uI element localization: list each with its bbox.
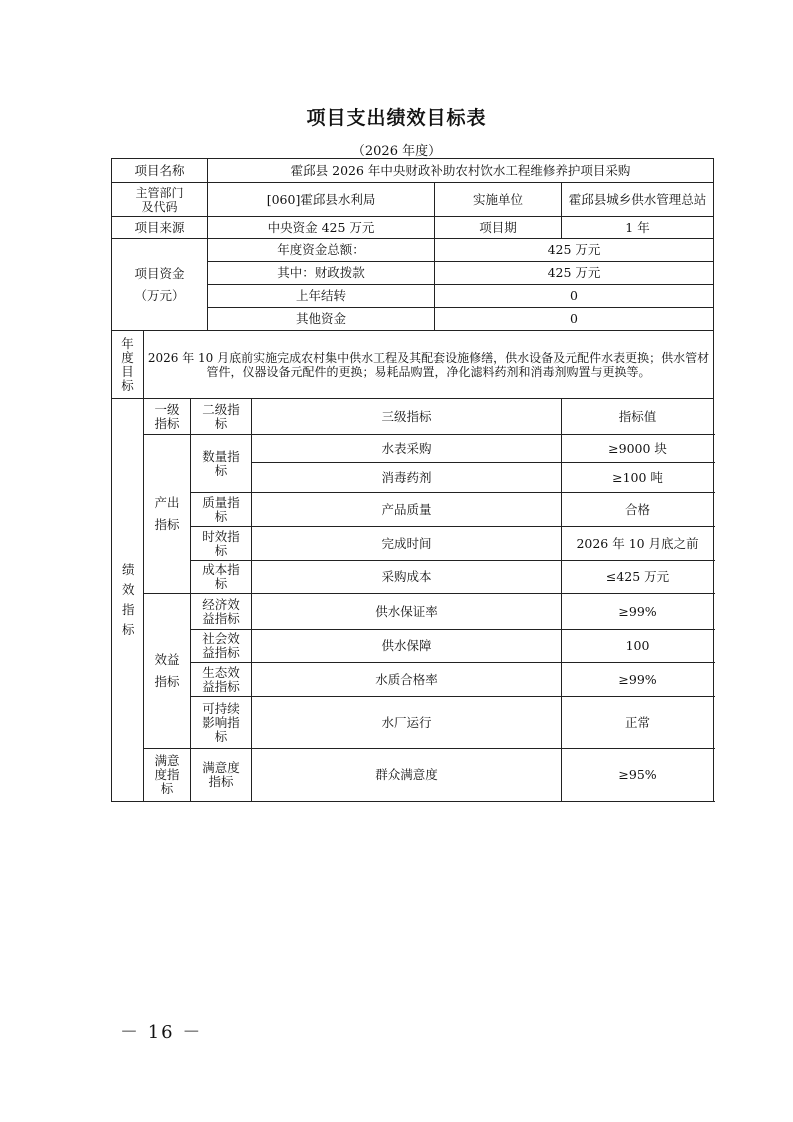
funds-total-value: 425 万元 xyxy=(435,239,714,262)
quality-value: 合格 xyxy=(562,493,714,527)
dept-label-line1: 主管部门 xyxy=(135,185,184,200)
project-name-value: 霍邱县 2026 年中央财政补助农村饮水工程维修养护项目采购 xyxy=(208,159,714,183)
ecological-l3: 水质合格率 xyxy=(252,663,562,697)
performance-section-text: 绩效指标 xyxy=(122,562,135,637)
row-quantity-1 xyxy=(112,435,714,463)
funds-other-label: 其他资金 xyxy=(208,308,435,331)
row-social xyxy=(112,630,714,663)
sustainable-l2: 可持续影响指标 xyxy=(191,697,252,749)
funds-carryover-value: 0 xyxy=(435,285,714,308)
funds-label-line2: （万元） xyxy=(134,287,185,303)
annual-goal-label: 年度目标 xyxy=(112,331,144,399)
impl-unit-value: 霍邱县城乡供水管理总站 xyxy=(562,183,714,217)
quantity-l2: 数量指标 xyxy=(191,435,252,493)
benefit-l1: 效益指标 xyxy=(144,594,191,749)
document-subtitle: （2026 年度） xyxy=(351,144,442,159)
economic-l2: 经济效益指标 xyxy=(191,594,252,630)
header-level3: 三级指标 xyxy=(252,399,562,435)
sustainable-value: 正常 xyxy=(562,697,714,749)
quality-l2: 质量指标 xyxy=(191,493,252,527)
social-value: 100 xyxy=(562,630,714,663)
dept-label-line2: 及代码 xyxy=(141,199,178,214)
impl-unit-label: 实施单位 xyxy=(435,183,562,217)
row-performance-header xyxy=(112,399,714,435)
row-funds-total xyxy=(112,239,714,262)
funds-total-label: 年度资金总额： xyxy=(208,239,435,262)
ecological-l2: 生态效益指标 xyxy=(191,663,252,697)
cost-l3: 采购成本 xyxy=(252,561,562,594)
funds-label-line1: 项目资金 xyxy=(134,265,185,281)
row-cost xyxy=(112,561,714,594)
performance-section-label xyxy=(112,399,144,802)
satisfaction-l1: 满意度指标 xyxy=(144,749,191,802)
cost-l2: 成本指标 xyxy=(191,561,252,594)
quantity-2-value: ≥100 吨 xyxy=(562,463,714,493)
row-sustainable xyxy=(112,697,714,749)
satisfaction-l3: 群众满意度 xyxy=(252,749,562,802)
header-value: 指标值 xyxy=(562,399,714,435)
funds-fiscal-label: 其中：财政拨款 xyxy=(208,262,435,285)
row-project-name xyxy=(112,159,714,183)
row-department xyxy=(112,183,714,217)
header-level2: 二级指标 xyxy=(191,399,252,435)
funds-fiscal-value: 425 万元 xyxy=(435,262,714,285)
row-timeliness xyxy=(112,527,714,561)
performance-target-table xyxy=(111,158,714,802)
funds-other-value: 0 xyxy=(435,308,714,331)
timeliness-value: 2026 年 10 月底之前 xyxy=(562,527,714,561)
quantity-1-value: ≥9000 块 xyxy=(562,435,714,463)
satisfaction-value: ≥95% xyxy=(562,749,714,802)
dept-value: [060]霍邱县水利局 xyxy=(208,183,435,217)
quantity-2-l3: 消毒药剂 xyxy=(252,463,562,493)
quality-l3: 产品质量 xyxy=(252,493,562,527)
annual-goal-text: 2026 年 10 月底前实施完成农村集中供水工程及其配套设施修缮，供水设备及元配件水表更换；供水管材管件，仪器设备元配件的更换；易耗品购置，净化滤料药剂和消毒剂购置与更换等。 xyxy=(144,331,714,399)
row-annual-goal xyxy=(112,331,714,399)
row-economic xyxy=(112,594,714,630)
period-label: 项目期 xyxy=(435,217,562,239)
row-satisfaction xyxy=(112,749,714,802)
social-l3: 供水保障 xyxy=(252,630,562,663)
period-value: 1 年 xyxy=(562,217,714,239)
output-l1: 产出指标 xyxy=(144,435,191,594)
satisfaction-l2: 满意度指标 xyxy=(191,749,252,802)
ecological-value: ≥99% xyxy=(562,663,714,697)
funds-carryover-label: 上年结转 xyxy=(208,285,435,308)
funds-label xyxy=(112,239,208,331)
header-level1: 一级指标 xyxy=(144,399,191,435)
economic-l3: 供水保证率 xyxy=(252,594,562,630)
sustainable-l3: 水厂运行 xyxy=(252,697,562,749)
document-title: 项目支出绩效目标表 xyxy=(306,107,487,129)
source-value: 中央资金 425 万元 xyxy=(208,217,435,239)
social-l2: 社会效益指标 xyxy=(191,630,252,663)
page-number: － 16 － xyxy=(120,1022,203,1043)
timeliness-l2: 时效指标 xyxy=(191,527,252,561)
economic-value: ≥99% xyxy=(562,594,714,630)
quantity-1-l3: 水表采购 xyxy=(252,435,562,463)
source-label: 项目来源 xyxy=(112,217,208,239)
project-name-label: 项目名称 xyxy=(112,159,208,183)
timeliness-l3: 完成时间 xyxy=(252,527,562,561)
row-source xyxy=(112,217,714,239)
row-quality xyxy=(112,493,714,527)
row-ecological xyxy=(112,663,714,697)
dept-label xyxy=(112,183,208,217)
cost-value: ≤425 万元 xyxy=(562,561,714,594)
